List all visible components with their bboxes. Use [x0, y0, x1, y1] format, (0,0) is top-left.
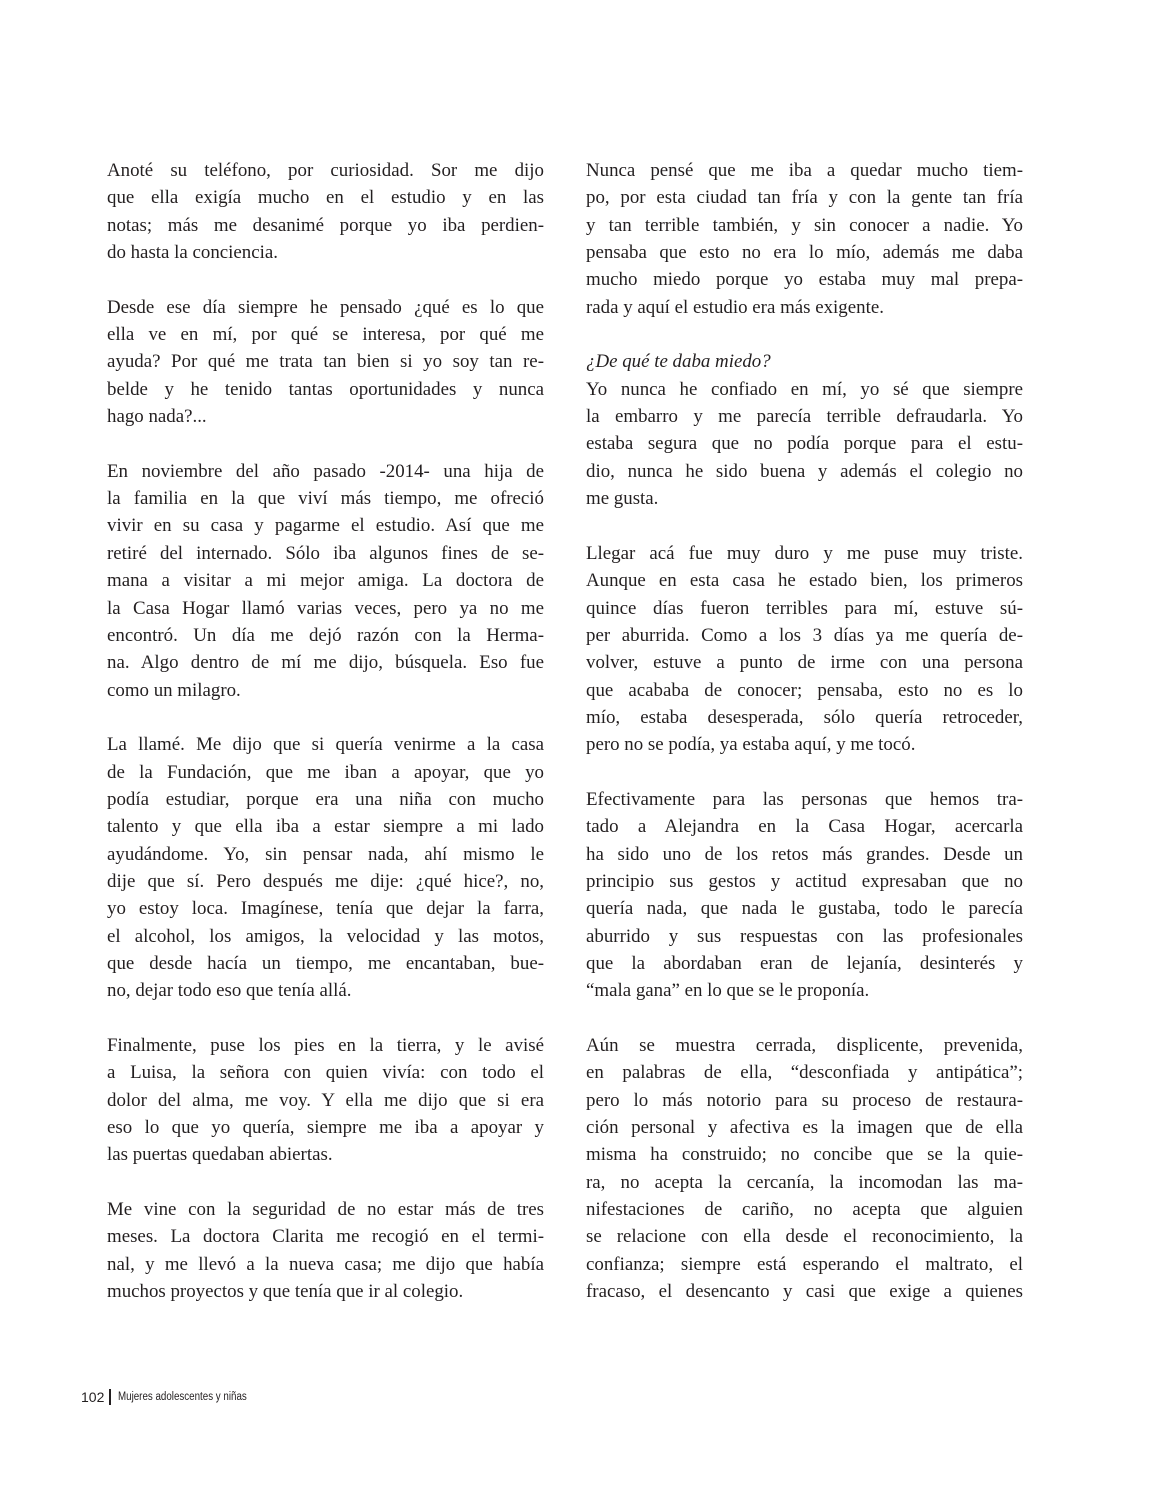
text-line: pero no se podía, ya estaba aquí, y me tocó.: [586, 734, 916, 756]
right-column: [586, 157, 1023, 1333]
text-line: meses. La doctora Clarita me recogió en el termi-: [107, 1226, 544, 1248]
text-line: no, dejar todo eso que tenía allá.: [107, 980, 352, 1002]
paragraph: [586, 1032, 1023, 1305]
text-line: la Casa Hogar llamó varias veces, pero ya no me: [107, 597, 544, 619]
text-line: ella ve en mí, por qué se interesa, por qué me: [107, 324, 544, 346]
text-line: en palabras de ella, “desconfiada y antipática”;: [586, 1062, 1023, 1084]
text-line: como un milagro.: [107, 679, 241, 701]
text-line: Aún se muestra cerrada, displicente, prevenida,: [586, 1035, 1023, 1056]
text-line: de la Fundación, que me iban a apoyar, que yo: [107, 761, 544, 783]
text-line: En noviembre del año pasado -2014- una hija de: [107, 460, 544, 482]
text-line: Efectivamente para las personas que hemos tra-: [586, 788, 1023, 810]
page-number: 102: [81, 1389, 105, 1405]
text-line: que acababa de conocer; pensaba, esto no es lo: [586, 679, 1023, 701]
text-line: La llamé. Me dijo que si quería venirme a la casa: [107, 734, 544, 756]
interview-question: ¿De qué te daba miedo?: [586, 351, 771, 373]
text-line: encontró. Un día me dejó razón con la Herma-: [107, 624, 544, 646]
text-line: principio sus gestos y actitud expresaban que no: [586, 870, 1023, 892]
text-line: misma ha construido; no concibe que se la quie-: [586, 1144, 1023, 1166]
text-line: a Luisa, la señora con quien vivía: con todo el: [107, 1062, 544, 1084]
paragraph: [586, 157, 1023, 321]
text-line: do hasta la conciencia.: [107, 242, 278, 264]
section-title: Mujeres adolescentes y niñas: [117, 1391, 247, 1403]
paragraph: [107, 1032, 544, 1169]
paragraph: [586, 540, 1023, 759]
text-line: nal, y me llevó a la nueva casa; me dijo que había: [107, 1253, 544, 1275]
text-line: mío, estaba desesperada, sólo quería retroceder,: [586, 706, 1023, 728]
text-line: aburrido y sus respuestas con las profesionales: [586, 925, 1023, 947]
text-line: dolor del alma, me voy. Y ella me dijo que si era: [107, 1089, 544, 1111]
paragraph: [586, 348, 1023, 512]
text-line: po, por esta ciudad tan fría y con la gente tan fría: [586, 187, 1023, 209]
text-line: la embarro y me parecía terrible defraudarla. Yo: [586, 406, 1023, 428]
text-line: Anoté su teléfono, por curiosidad. Sor me dijo: [107, 160, 544, 181]
text-line: rada y aquí el estudio era más exigente.: [586, 296, 884, 318]
text-line: Aunque en esta casa he estado bien, los primeros: [586, 570, 1023, 592]
text-line: tado a Alejandra en la Casa Hogar, acercarla: [586, 816, 1023, 838]
text-line: yo estoy loca. Imagínese, tenía que dejar la farra,: [107, 898, 544, 920]
text-line: per aburrida. Como a los 3 días ya me quería de-: [586, 624, 1023, 646]
paragraph: [107, 1196, 544, 1305]
text-line: dio, nunca he sido buena y además el colegio no: [586, 460, 1023, 482]
text-line: na. Algo dentro de mí me dijo, búsquela. Eso fue: [107, 652, 544, 674]
text-line: notas; más me desanimé porque yo iba perdien-: [107, 214, 544, 236]
text-line: estaba segura que no podía porque para el estu-: [586, 433, 1023, 455]
text-line: dije que sí. Pero después me dije: ¿qué hice?, no,: [107, 870, 544, 892]
text-line: hago nada?...: [107, 406, 207, 428]
text-line: Llegar acá fue muy duro y me puse muy triste.: [586, 542, 1023, 564]
footer-divider: [109, 1389, 111, 1405]
text-line: Nunca pensé que me iba a quedar mucho tiem-: [586, 160, 1023, 181]
text-line: quince días fueron terribles para mí, estuve sú-: [586, 597, 1023, 619]
text-line: el alcohol, los amigos, la velocidad y las motos,: [107, 925, 544, 947]
text-line: nifestaciones de cariño, no acepta que alguien: [586, 1199, 1023, 1221]
text-line: pensaba que esto no era lo mío, además me daba: [586, 242, 1023, 264]
text-line: ción personal y afectiva es la imagen que de ella: [586, 1117, 1023, 1139]
text-line: mucho miedo porque yo estaba muy mal prepa-: [586, 269, 1023, 291]
text-line: ayuda? Por qué me trata tan bien si yo soy tan re-: [107, 351, 544, 373]
text-line: mana a visitar a mi mejor amiga. La doctora de: [107, 570, 544, 592]
paragraph: [107, 458, 544, 704]
text-line: retiré del internado. Sólo iba algunos fines de se-: [107, 542, 544, 564]
text-line: ra, no acepta la cercanía, la incomodan las ma-: [586, 1171, 1023, 1193]
text-line: volver, estuve a punto de irme con una persona: [586, 652, 1023, 674]
text-line: belde y he tenido tantas oportunidades y nunca: [107, 378, 544, 400]
text-line: talento y que ella iba a estar siempre a mi lado: [107, 816, 544, 838]
text-line: Me vine con la seguridad de no estar más de tres: [107, 1199, 544, 1221]
left-column: [107, 157, 544, 1333]
paragraph: [586, 786, 1023, 1005]
paragraph: [107, 731, 544, 1004]
text-line: las puertas quedaban abiertas.: [107, 1144, 333, 1166]
text-line: y tan terrible también, y sin conocer a nadie. Yo: [586, 214, 1023, 236]
page-footer: [81, 1389, 269, 1405]
text-line: que ella exigía mucho en el estudio y en las: [107, 187, 544, 209]
text-line: confianza; siempre está esperando el maltrato, el: [586, 1253, 1023, 1275]
text-line: Finalmente, puse los pies en la tierra, y le avisé: [107, 1035, 544, 1056]
text-line: ayudándome. Yo, sin pensar nada, ahí mismo le: [107, 843, 544, 865]
text-line: muchos proyectos y que tenía que ir al colegio.: [107, 1281, 464, 1303]
text-line: se relacione con ella desde el reconocimiento, la: [586, 1226, 1023, 1248]
text-line: fracaso, el desencanto y casi que exige a quienes: [586, 1281, 1023, 1303]
text-line: vivir en su casa y pagarme el estudio. Así que me: [107, 515, 544, 537]
text-line: Desde ese día siempre he pensado ¿qué es lo que: [107, 296, 544, 318]
text-line: quería nada, que nada le gustaba, todo le parecía: [586, 898, 1023, 920]
paragraph: [107, 157, 544, 266]
text-line: que la abordaban eran de lejanía, desinterés y: [586, 952, 1023, 974]
text-line: podía estudiar, porque era una niña con mucho: [107, 788, 544, 810]
text-line: ha sido uno de los retos más grandes. Desde un: [586, 843, 1023, 865]
text-line: “mala gana” en lo que se le proponía.: [586, 980, 870, 1002]
text-line: la familia en la que viví más tiempo, me ofreció: [107, 488, 544, 510]
text-line: eso lo que yo quería, siempre me iba a apoyar y: [107, 1117, 544, 1139]
text-line: que desde hacía un tiempo, me encantaban, bue-: [107, 952, 544, 974]
text-line: pero lo más notorio para su proceso de restaura-: [586, 1089, 1023, 1111]
paragraph: [107, 294, 544, 431]
text-line: Yo nunca he confiado en mí, yo sé que siempre: [586, 378, 1023, 400]
text-line: me gusta.: [586, 488, 659, 510]
